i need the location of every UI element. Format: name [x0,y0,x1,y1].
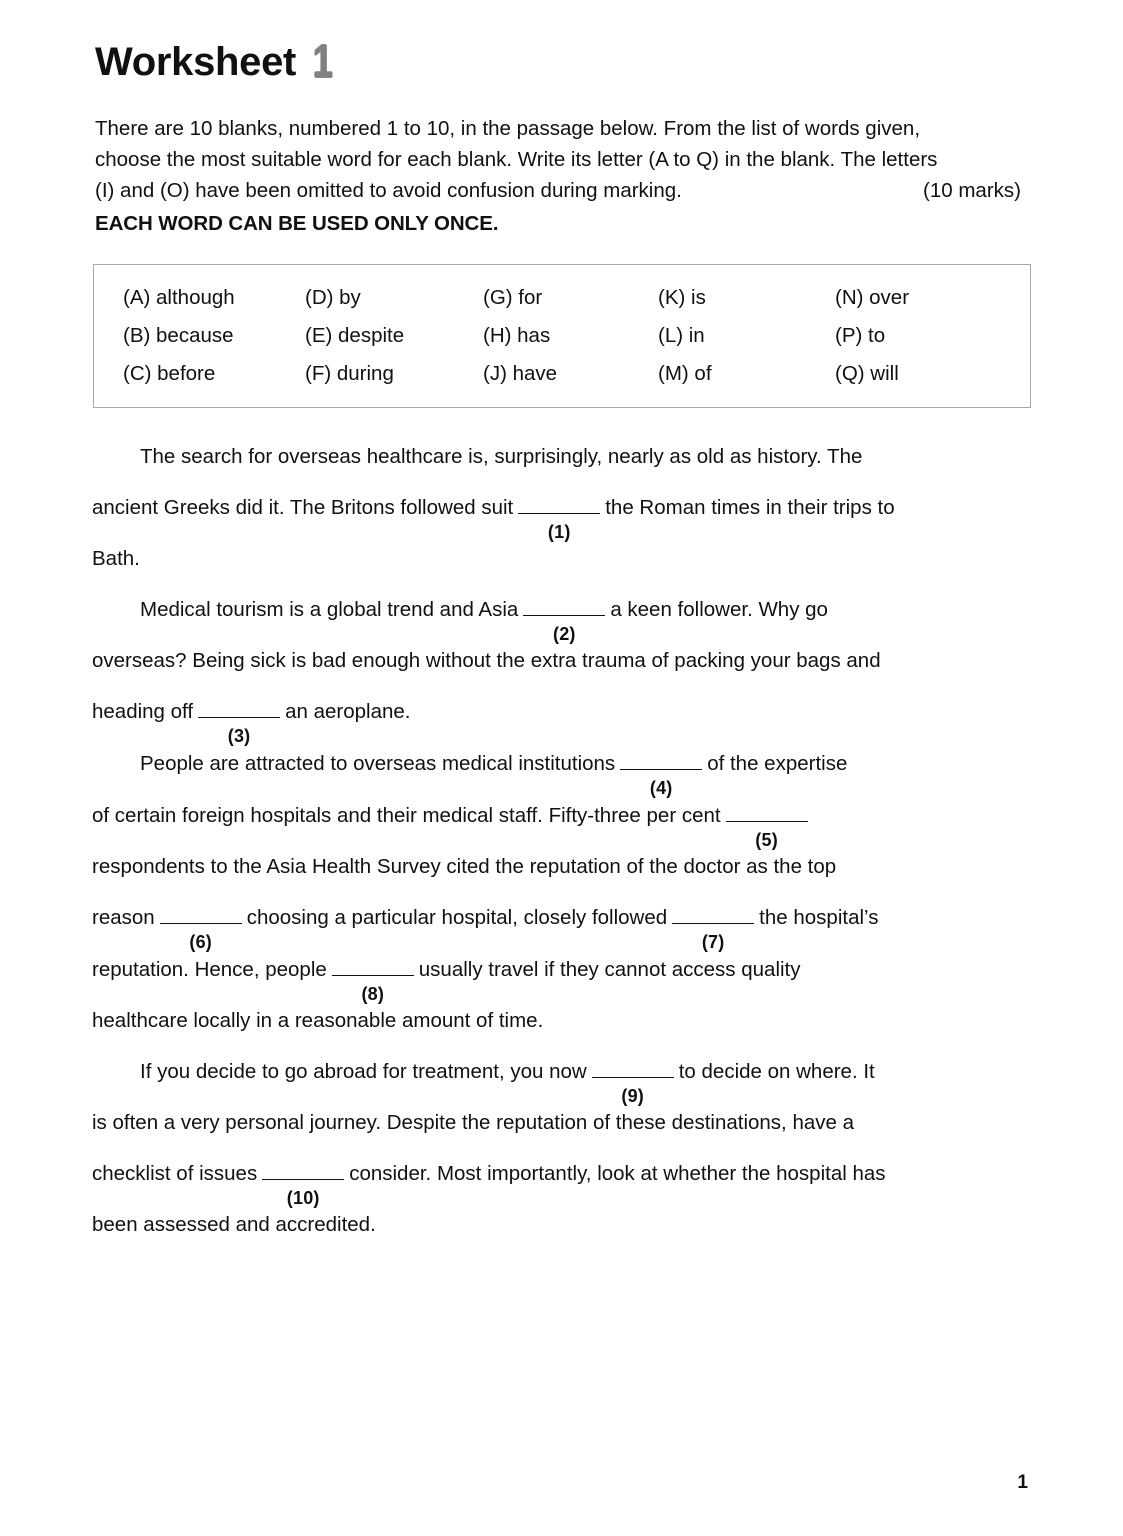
passage-text: reason [92,906,155,929]
passage-text: the Roman times in their trips to [605,496,895,519]
answer-blank[interactable] [262,1174,344,1208]
passage-line [92,636,1037,686]
passage-line [92,892,1037,952]
word-bank-item: (D) by [305,286,361,309]
answer-blank[interactable] [726,816,808,850]
answer-blank-rule [523,615,605,616]
passage-line [92,944,1037,1004]
passage-line [92,790,1037,850]
passage-text: If you decide to go abroad for treatment, you now [140,1060,587,1083]
word-bank-item: (F) during [305,362,394,385]
answer-blank-number: (9) [621,1085,645,1106]
passage-text: Bath. [92,547,140,570]
answer-blank-number: (7) [701,931,725,952]
word-bank-item: (N) over [835,286,910,309]
answer-blank[interactable] [620,764,702,798]
passage-text: overseas? Being sick is bad enough without the extra trauma of packing your bags and [92,649,881,672]
passage-text: reputation. Hence, people [92,958,327,981]
passage-line [92,584,1037,644]
answer-blank[interactable] [332,970,414,1004]
passage-text: the hospital’s [759,906,879,929]
each-word-notice: EACH WORD CAN BE USED ONLY ONCE. [95,212,499,235]
marks-label: (10 marks) [923,179,1021,202]
answer-blank[interactable] [518,508,600,542]
word-bank-item: (A) although [123,286,235,309]
passage-text: Medical tourism is a global trend and Asia [140,598,519,621]
passage-text: a keen follower. Why go [610,598,828,621]
answer-blank-number: (10) [286,1187,320,1208]
answer-blank-rule [672,923,754,924]
word-bank-item: (E) despite [305,324,405,347]
answer-blank-number: (5) [755,829,778,850]
passage-text: is often a very personal journey. Despite the reputation of these destinations, have a [92,1111,855,1134]
answer-blank-rule [262,1179,344,1180]
answer-blank-rule [518,513,600,514]
word-bank-item: (K) is [658,286,706,309]
worksheet-number: 1 [312,35,333,87]
answer-blank-number: (3) [227,725,251,746]
passage-block [92,432,1037,1250]
passage-text: usually travel if they cannot access quality [418,958,801,981]
passage-line [92,1148,1037,1208]
passage-line [92,482,1037,542]
passage-text: choosing a particular hospital, closely followed [246,906,668,929]
word-bank-box [93,264,1031,408]
passage-text: respondents to the Asia Health Survey cited the reputation of the doctor as the top [92,855,837,878]
word-bank-item: (M) of [658,362,712,385]
passage-line [92,842,1037,892]
answer-blank[interactable] [523,610,605,644]
instructions-line-2: choose the most suitable word for each blank. Write its letter (A to Q) in the blank. The letters [95,148,938,171]
answer-blank-number: (1) [547,521,571,542]
passage-line [92,996,1037,1046]
instructions-line-3: (I) and (O) have been omitted to avoid confusion during marking. [95,179,682,202]
instructions-block [95,113,1033,206]
passage-text: been assessed and accredited. [92,1213,376,1236]
passage-line [92,738,1037,798]
passage-line [92,1098,1037,1148]
answer-blank-number: (4) [649,777,673,798]
passage-text: of certain foreign hospitals and their medical staff. Fifty-three per cent [92,804,721,827]
word-bank-item: (C) before [123,362,216,385]
answer-blank[interactable] [592,1072,674,1106]
passage-line [92,534,1037,584]
answer-blank-rule [160,923,242,924]
word-bank-item: (G) for [483,286,543,309]
word-bank-item: (Q) will [835,362,899,385]
page-title-text: Worksheet [95,40,297,84]
passage-text: checklist of issues [92,1162,258,1185]
answer-blank-number: (2) [553,623,576,644]
answer-blank-rule [592,1077,674,1078]
instructions-line-3-row [95,175,1033,206]
passage-text: People are attracted to overseas medical institutions [140,752,616,775]
answer-blank-rule [726,821,808,822]
word-bank-item: (J) have [483,362,558,385]
passage-text: an aeroplane. [285,700,411,723]
passage-line [92,686,1037,746]
word-bank-grid [123,279,1003,393]
passage-text: ancient Greeks did it. The Britons followed suit [92,496,514,519]
passage-text: to decide on where. It [678,1060,875,1083]
instructions-line-1: There are 10 blanks, numbered 1 to 10, in the passage below. From the list of words given, [95,117,921,140]
answer-blank[interactable] [198,712,280,746]
passage-line [92,1046,1037,1106]
passage-text: healthcare locally in a reasonable amount of time. [92,1009,544,1032]
word-bank-item: (L) in [658,324,705,347]
answer-blank-number: (8) [361,983,385,1004]
answer-blank-rule [620,769,702,770]
answer-blank[interactable] [672,918,754,952]
passage-line [92,432,1037,482]
passage-line [92,1200,1037,1250]
passage-text: The search for overseas healthcare is, surprisingly, nearly as old as history. The [140,445,863,468]
page-title [95,35,336,87]
answer-blank-number: (6) [189,931,212,952]
answer-blank-rule [332,975,414,976]
answer-blank[interactable] [160,918,242,952]
passage-text: heading off [92,700,194,723]
word-bank-item: (H) has [483,324,551,347]
answer-blank-rule [198,717,280,718]
passage-text: consider. Most importantly, look at whether the hospital has [349,1162,886,1185]
passage-text: of the expertise [707,752,848,775]
word-bank-item: (B) because [123,324,234,347]
footer-page-number: 1 [1017,1472,1028,1493]
word-bank-item: (P) to [835,324,886,347]
